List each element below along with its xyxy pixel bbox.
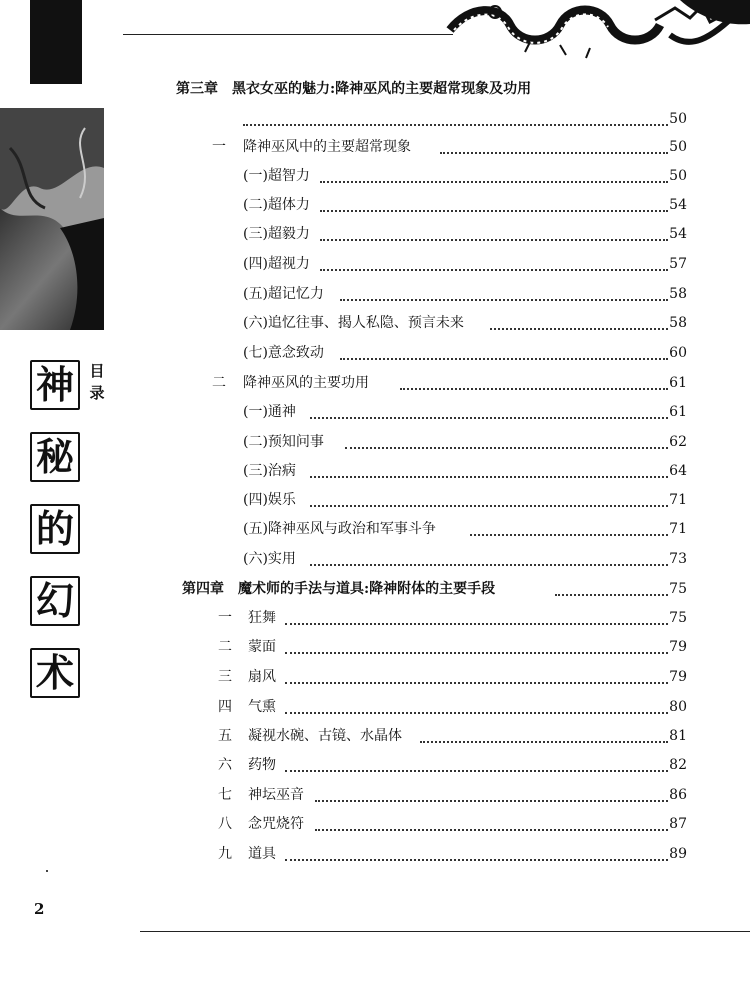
entry-title: (三)治病: [243, 459, 300, 483]
toc-entry[interactable]: [0, 282, 750, 306]
page-ref: 79: [669, 669, 687, 685]
toc-chapter-heading[interactable]: [0, 77, 750, 101]
section-title: 降神巫风的主要功用: [243, 371, 373, 395]
book-title-char: 幻: [30, 576, 80, 626]
section-number: 六: [218, 753, 236, 777]
footer-rule: [140, 931, 750, 932]
page-ref: 61: [669, 375, 687, 391]
dot-leader: [555, 582, 668, 596]
dot-leader: [310, 552, 668, 566]
book-title-char: 的: [30, 504, 80, 554]
entry-title: (二)超体力: [243, 193, 314, 217]
page-ref: 54: [669, 226, 687, 242]
dot-leader: [285, 640, 668, 654]
dot-leader: [400, 376, 668, 390]
entry-title: (一)通神: [243, 400, 300, 424]
page-ref: 73: [669, 551, 687, 567]
section-title: 神坛巫音: [248, 783, 308, 807]
toc-entry[interactable]: [0, 783, 750, 807]
section-number: 一: [212, 135, 230, 159]
entry-title: (三)超毅力: [243, 222, 314, 246]
chapter-title: 第三章 黑衣女巫的魅力:降神巫风的主要超常现象及功用: [176, 77, 535, 101]
section-title: 降神巫风中的主要超常现象: [243, 135, 415, 159]
toc-entry[interactable]: [0, 193, 750, 217]
entry-title: (四)娱乐: [243, 488, 300, 512]
toc-entry[interactable]: [0, 665, 750, 689]
dot-leader: [285, 611, 668, 625]
toc-entry[interactable]: [0, 341, 750, 365]
dot-leader: [315, 788, 668, 802]
dot-leader: [345, 435, 668, 449]
entry-title: (六)追忆往事、揭人私隐、预言未来: [243, 311, 468, 335]
toc-entry[interactable]: [0, 311, 750, 335]
dot-leader: [315, 817, 668, 831]
section-title: 道具: [248, 842, 280, 866]
section-title: 药物: [248, 753, 280, 777]
page-ref: 87: [669, 816, 687, 832]
dot-leader: [340, 287, 668, 301]
dot-leader: [320, 257, 668, 271]
toc-entry[interactable]: [0, 459, 750, 483]
section-title: 念咒烧符: [248, 812, 308, 836]
book-title-char: 术: [30, 648, 80, 698]
heading-char: 录: [89, 384, 105, 402]
page-ref: 61: [669, 404, 687, 420]
page-ref: 81: [669, 728, 687, 744]
page-ref: 60: [669, 345, 687, 361]
toc-entry[interactable]: [0, 252, 750, 276]
dragon-illustration: [440, 0, 750, 64]
entry-title: (五)降神巫风与政治和军事斗争: [243, 517, 440, 541]
toc-entry[interactable]: [0, 695, 750, 719]
page-ref: 82: [669, 757, 687, 773]
section-title: 蒙面: [248, 635, 280, 659]
section-title: 气熏: [248, 695, 280, 719]
book-title-char: 神: [30, 360, 80, 410]
toc-entry[interactable]: [0, 812, 750, 836]
page-ref: 50: [669, 139, 687, 155]
toc-entry[interactable]: [0, 400, 750, 424]
toc-entry[interactable]: [0, 164, 750, 188]
page-ref: 57: [669, 256, 687, 272]
entry-title: (二)预知问事: [243, 430, 328, 454]
dot-leader: [310, 405, 668, 419]
heading-char: 目: [89, 362, 105, 380]
section-number: 九: [218, 842, 236, 866]
page-ref: 58: [669, 286, 687, 302]
dot-leader: [285, 758, 668, 772]
toc-entry[interactable]: [0, 635, 750, 659]
toc-entry[interactable]: [0, 724, 750, 748]
toc-entry[interactable]: [0, 222, 750, 246]
chapter-title: 第四章 魔术师的手法与道具:降神附体的主要手段: [182, 577, 499, 601]
dot-leader: [310, 464, 668, 478]
toc-entry[interactable]: [0, 517, 750, 541]
page-ref: 54: [669, 197, 687, 213]
toc-entry[interactable]: [0, 842, 750, 866]
dot-leader: [320, 227, 668, 241]
dot-leader: [340, 346, 668, 360]
dot-leader: [285, 700, 668, 714]
page-ref: 50: [669, 168, 687, 184]
toc-entry[interactable]: [0, 488, 750, 512]
page-ref: 80: [669, 699, 687, 715]
dot-leader: [420, 729, 668, 743]
section-title: 狂舞: [248, 606, 280, 630]
section-number: 五: [218, 724, 236, 748]
dot-leader: [310, 493, 668, 507]
dot-leader: [243, 112, 668, 126]
corner-black-block: [30, 0, 82, 84]
toc-entry[interactable]: [0, 107, 750, 131]
dot-leader: [490, 316, 668, 330]
section-number: 三: [218, 665, 236, 689]
toc-entry[interactable]: [0, 606, 750, 630]
toc-entry[interactable]: [0, 753, 750, 777]
book-title-char: 秘: [30, 432, 80, 482]
page-ref: 79: [669, 639, 687, 655]
entry-title: (四)超视力: [243, 252, 314, 276]
page-ref: 71: [669, 521, 687, 537]
dot-leader: [285, 670, 668, 684]
page-ref: 71: [669, 492, 687, 508]
section-number: 一: [218, 606, 236, 630]
header-rule: [123, 34, 453, 35]
dot-leader: [320, 198, 668, 212]
page-ref: 50: [669, 111, 687, 127]
page-ref: 75: [669, 610, 687, 626]
dot-leader: [285, 847, 668, 861]
page-number: 2: [34, 900, 45, 918]
section-title: 扇风: [248, 665, 280, 689]
toc-entry[interactable]: [0, 430, 750, 454]
section-number: 四: [218, 695, 236, 719]
toc-entry[interactable]: [0, 371, 750, 395]
section-number: 二: [218, 635, 236, 659]
dot-leader: [470, 522, 668, 536]
dot-leader: [440, 140, 668, 154]
entry-title: (七)意念致动: [243, 341, 328, 365]
page-ref: 75: [669, 581, 687, 597]
page-ref: 62: [669, 434, 687, 450]
entry-title: (六)实用: [243, 547, 300, 571]
page-ref: 58: [669, 315, 687, 331]
speck: [46, 870, 48, 872]
page-ref: 86: [669, 787, 687, 803]
toc-entry[interactable]: [0, 547, 750, 571]
page-ref: 64: [669, 463, 687, 479]
section-number: 七: [218, 783, 236, 807]
page-ref: 89: [669, 846, 687, 862]
entry-title: (一)超智力: [243, 164, 314, 188]
section-number: 二: [212, 371, 230, 395]
toc-entry[interactable]: [0, 135, 750, 159]
section-title: 凝视水碗、古镜、水晶体: [248, 724, 406, 748]
section-number: 八: [218, 812, 236, 836]
dot-leader: [320, 169, 668, 183]
toc-chapter-heading[interactable]: [0, 577, 750, 601]
entry-title: (五)超记忆力: [243, 282, 328, 306]
